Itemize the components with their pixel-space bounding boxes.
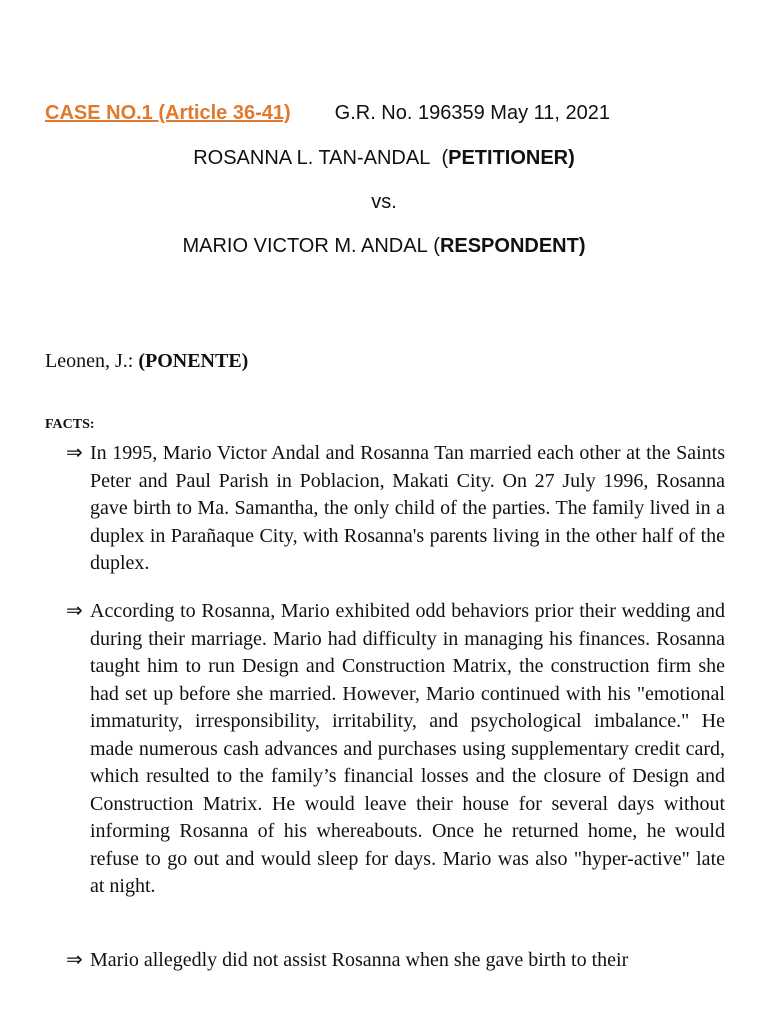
fact-text: Mario allegedly did not assist Rosanna when she gave birth to their [90, 949, 629, 971]
respondent-line: MARIO VICTOR M. ANDAL (RESPONDENT) [182, 235, 586, 257]
case-number-link[interactable]: CASE NO.1 (Article 36-41) [45, 102, 291, 124]
versus-line [0, 191, 768, 214]
fact-item [60, 598, 725, 901]
petitioner-role: PETITIONER) [448, 147, 575, 169]
fact-text: According to Rosanna, Mario exhibited odd behaviors prior their wedding and during their marriage. Mario had difficulty in managing his finances. Rosanna taught him to run Design and Construction Matrix, the construction firm she had set up before she married. However, Mario continued with his "emotional immaturity, irresponsibility, irritability, and psychological imbalance." He made numerous cash advances and purchases using supplementary credit card, which resulted to the family’s financial losses and the closure of Design and Construction Matrix. He would leave their house for several days without informing Rosanna of his whereabouts. Once he returned home, he would refuse to go out and would sleep for days. Mario was also "hyper-active" late at night. [90, 600, 725, 897]
facts-heading: FACTS: [45, 417, 95, 432]
ponente-name: Leonen, J.: [45, 350, 134, 372]
fact-item [60, 947, 725, 975]
respondent-name: MARIO VICTOR M. ANDAL [182, 235, 428, 257]
arrow-bullet-icon: ⇒ [66, 600, 83, 622]
arrow-bullet-icon: ⇒ [66, 442, 83, 464]
ponente-line [45, 350, 248, 373]
petitioner-name: ROSANNA L. TAN-ANDAL [193, 147, 431, 169]
respondent-role: RESPONDENT) [439, 235, 586, 257]
fact-item [60, 440, 725, 578]
gr-number: G.R. No. 196359 May 11, 2021 [334, 102, 610, 124]
versus-text: vs. [371, 191, 397, 213]
fact-text: In 1995, Mario Victor Andal and Rosanna Tan married each other at the Saints Peter and Paul Parish in Poblacion, Makati City. On 27 July 1996, Rosanna gave birth to Ma. Samantha, the only child of the parties. The family lived in a duplex in Parañaque City, with Rosanna's parents living in the other half of the duplex. [90, 442, 725, 574]
ponente-role: (PONENTE) [138, 350, 249, 372]
petitioner-line: ROSANNA L. TAN-ANDAL (PETITIONER) [193, 147, 575, 169]
case-header-line [45, 102, 610, 125]
arrow-bullet-icon: ⇒ [66, 949, 83, 971]
